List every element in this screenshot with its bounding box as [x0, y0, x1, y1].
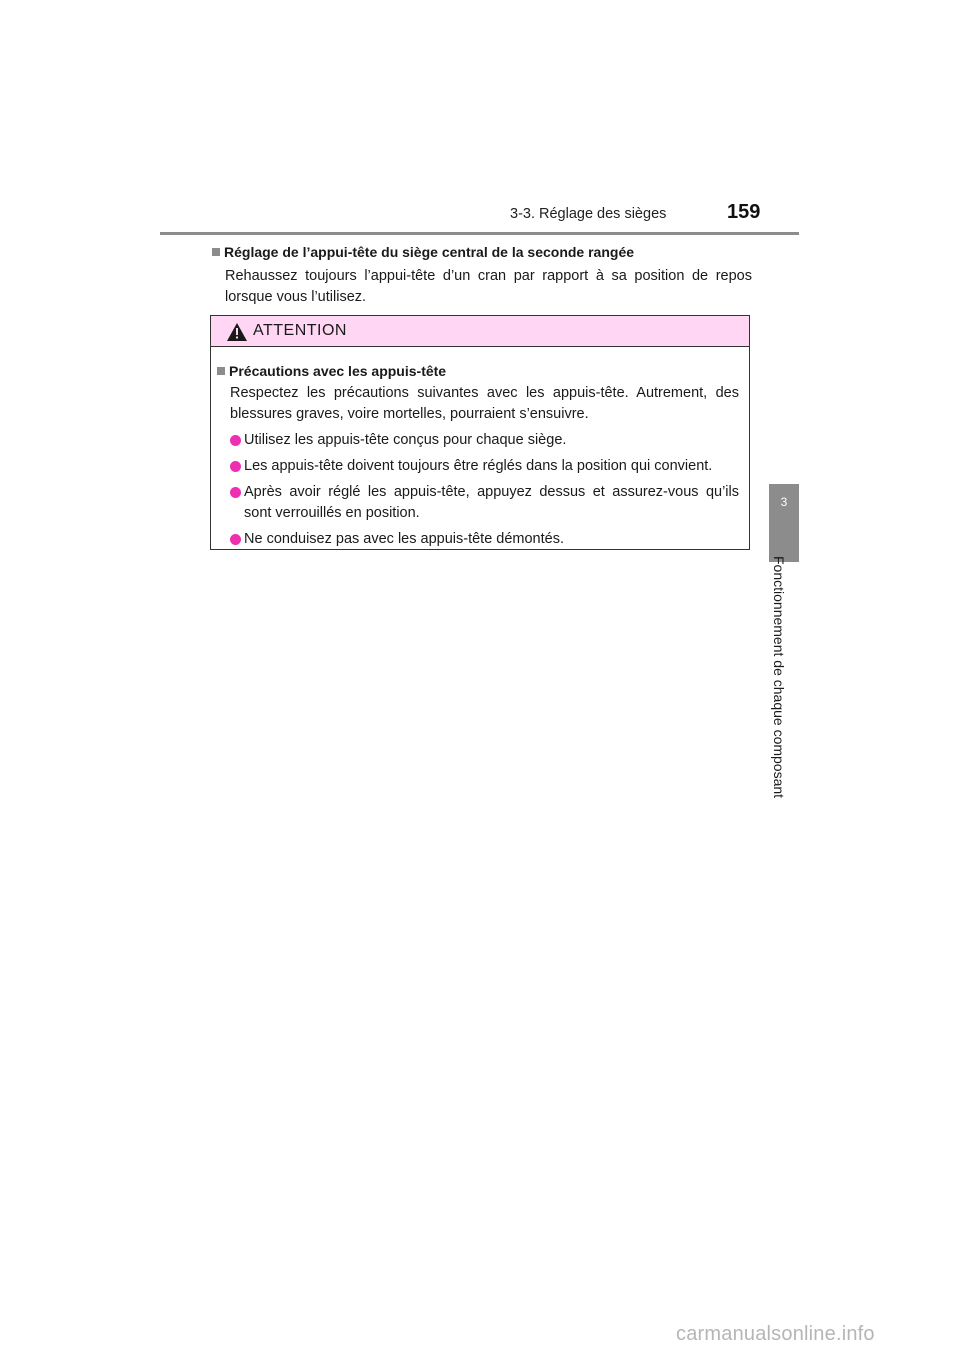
caution-body	[211, 347, 749, 550]
list-item	[217, 482, 739, 524]
square-bullet-icon	[217, 367, 225, 375]
bullet-text: Après avoir réglé les appuis-tête, appuyez dessus et assurez-vous qu’ils sont verrouillés en position.	[244, 484, 739, 521]
bullet-text: Les appuis-tête doivent toujours être réglés dans la position qui convient.	[244, 458, 713, 474]
bullet-text: Ne conduisez pas avec les appuis-tête démontés.	[244, 531, 564, 547]
bullet-text: Utilisez les appuis-tête conçus pour chaque siège.	[244, 432, 567, 448]
watermark: carmanualsonline.info	[676, 1323, 875, 1345]
section-heading-row	[212, 242, 752, 262]
caution-intro: Respectez les précautions suivantes avec les appuis-tête. Autrement, des blessures graves, voire mortelles, pourraient s’ensuivre.	[230, 385, 739, 422]
bullet-dot-icon	[230, 534, 241, 545]
caution-box	[210, 315, 750, 550]
caution-title: ATTENTION	[253, 322, 347, 339]
header-divider	[160, 232, 799, 235]
caution-heading: Précautions avec les appuis-tête	[229, 363, 447, 379]
page-number: 159	[727, 201, 761, 223]
caution-heading-row	[217, 361, 739, 381]
caution-header	[211, 316, 749, 347]
caution-bullet-list	[217, 430, 739, 550]
section-heading: Réglage de l’appui-tête du siège central de la seconde rangée	[224, 244, 635, 260]
list-item	[217, 456, 739, 477]
running-header-section: 3-3. Réglage des sièges	[510, 206, 667, 222]
chapter-title: Fonctionnement de chaque composant	[771, 556, 787, 799]
list-item	[217, 529, 739, 550]
square-bullet-icon	[212, 248, 220, 256]
section-headrest-adjustment	[212, 242, 752, 308]
section-body: Rehaussez toujours l’appui-tête d’un cran par rapport à sa position de repos lorsque vous l’utilisez.	[225, 268, 752, 305]
bullet-dot-icon	[230, 461, 241, 472]
list-item	[217, 430, 739, 451]
warning-triangle-icon	[227, 323, 247, 341]
bullet-dot-icon	[230, 435, 241, 446]
bullet-dot-icon	[230, 487, 241, 498]
chapter-number: 3	[780, 495, 788, 509]
